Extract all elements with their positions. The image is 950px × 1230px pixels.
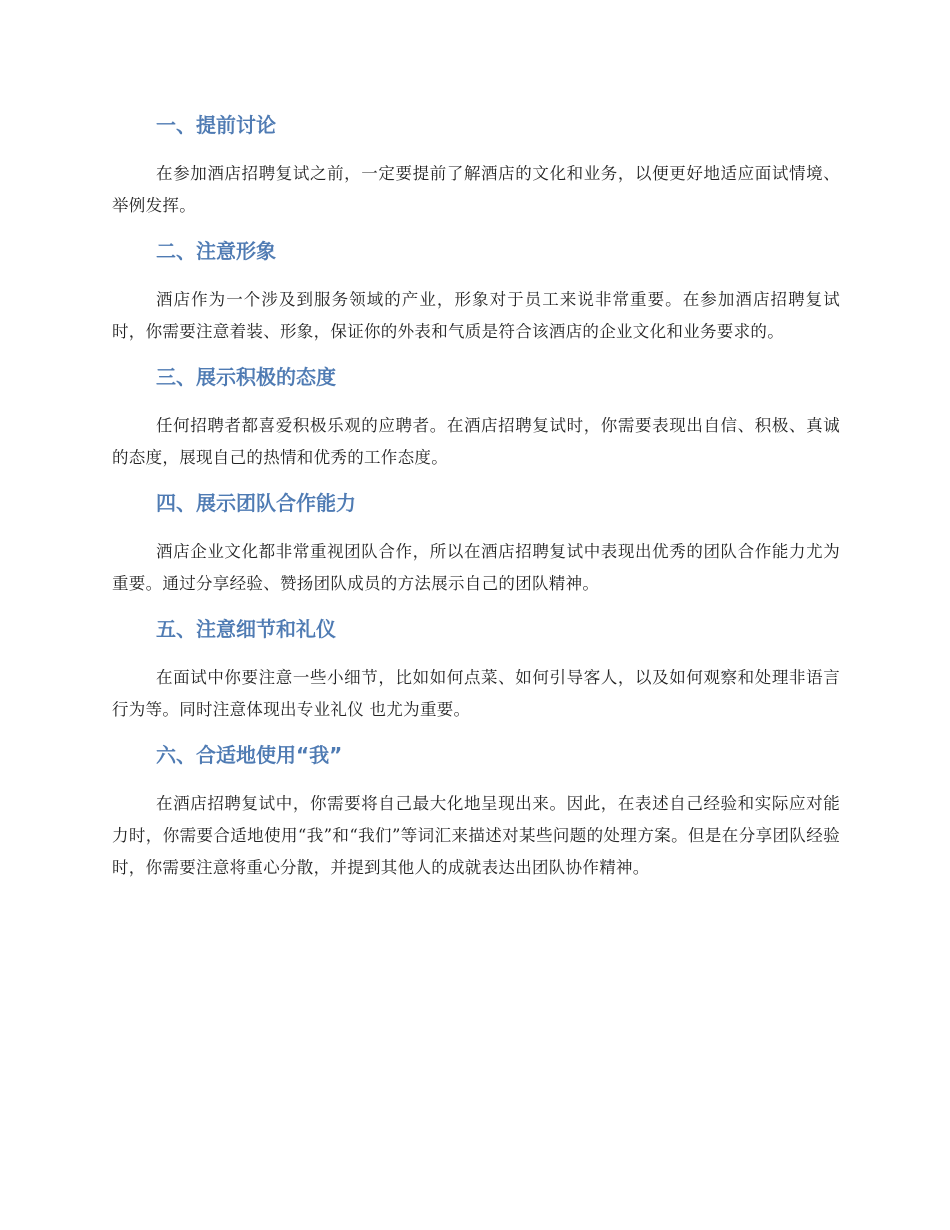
section-heading: 三、展示积极的态度 <box>156 365 336 389</box>
section-heading: 二、注意形象 <box>156 239 276 263</box>
section-paragraph: 酒店作为一个涉及到服务领域的产业，形象对于员工来说非常重要。在参加酒店招聘复试时，你需要注意着装、形象，保证你的外表和气质是符合该酒店的企业文化和业务要求的。 <box>112 290 840 341</box>
section-heading: 四、展示团队合作能力 <box>156 491 356 515</box>
section-heading: 一、提前讨论 <box>156 113 276 137</box>
section-6 <box>112 738 840 884</box>
section-3 <box>112 360 840 486</box>
section-2 <box>112 234 840 360</box>
document-body <box>112 108 840 884</box>
section-4 <box>112 486 840 612</box>
section-1 <box>112 108 840 234</box>
section-5 <box>112 612 840 738</box>
section-paragraph: 在面试中你要注意一些小细节，比如如何点菜、如何引导客人，以及如何观察和处理非语言行为等。同时注意体现出专业礼仪 也尤为重要。 <box>112 668 840 719</box>
section-heading: 五、注意细节和礼仪 <box>156 617 336 641</box>
section-paragraph: 在酒店招聘复试中，你需要将自己最大化地呈现出来。因此，在表述自己经验和实际应对能力时，你需要合适地使用“我”和“我们”等词汇来描述对某些问题的处理方案。但是在分享团队经验时，你需要注意将重心分散，并提到其他人的成就表达出团队协作精神。 <box>112 794 840 877</box>
section-paragraph: 酒店企业文化都非常重视团队合作，所以在酒店招聘复试中表现出优秀的团队合作能力尤为重要。通过分享经验、赞扬团队成员的方法展示自己的团队精神。 <box>112 542 840 593</box>
section-paragraph: 在参加酒店招聘复试之前，一定要提前了解酒店的文化和业务，以便更好地适应面试情境、举例发挥。 <box>112 164 840 215</box>
section-heading: 六、合适地使用“我” <box>156 743 343 767</box>
section-paragraph: 任何招聘者都喜爱积极乐观的应聘者。在酒店招聘复试时，你需要表现出自信、积极、真诚的态度，展现自己的热情和优秀的工作态度。 <box>112 416 840 467</box>
